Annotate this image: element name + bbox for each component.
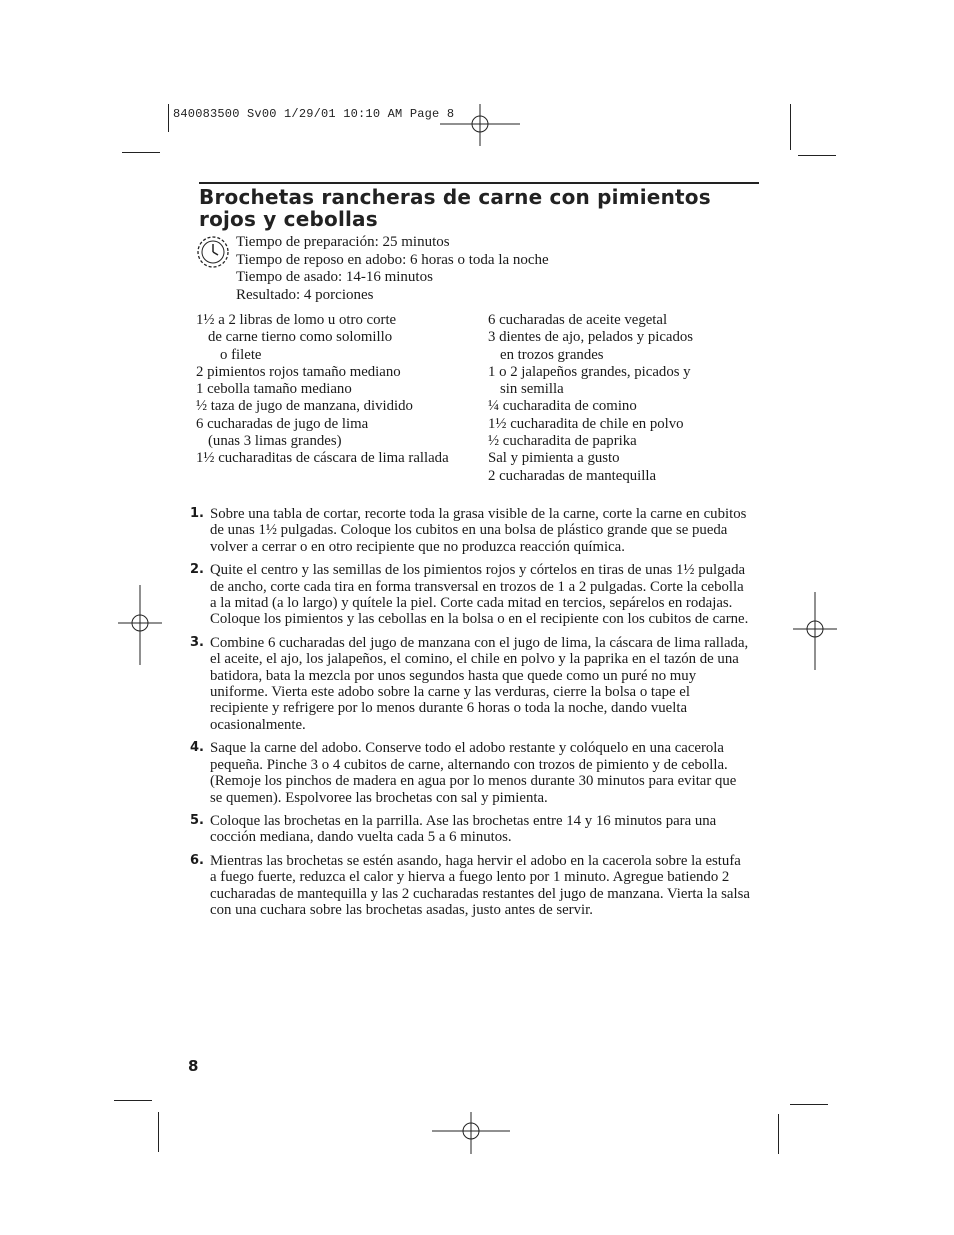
registration-mark-bottom	[432, 1112, 510, 1154]
instructions	[190, 506, 750, 925]
yield: Resultado: 4 porciones	[236, 286, 374, 303]
crop-mark	[168, 104, 169, 132]
grill-time: Tiempo de asado: 14-16 minutos	[236, 269, 433, 285]
step-number: 6.	[190, 852, 204, 868]
registration-mark-top	[440, 104, 520, 146]
crop-mark	[114, 1100, 152, 1101]
ingredient: 1 cebolla tamaño mediano	[196, 381, 352, 398]
timing-block	[236, 234, 549, 304]
ingredient: de carne tierno como solomillo	[208, 329, 393, 346]
recipe-title: Brochetas rancheras de carne con pimientos rojos y cebollas	[199, 185, 711, 231]
ingredient: en trozos grandes	[500, 346, 604, 363]
ingredient: 1½ a 2 libras de lomo u otro corte	[196, 312, 397, 328]
step-number: 3.	[190, 634, 204, 650]
step-text: Quite el centro y las semillas de los pimientos rojos y córtelos en tiras de unas 1½ pulgada de ancho, corte cada tira en forma transversal en trozos de 1 a 2 pulgadas. Corte la cebolla a la mitad (a lo largo) y quítele la piel. Corte cada mitad en tercios, sepárelos en rodajas. Coloque los pimientos y las cebollas en la bolsa o en el recipiente con los cubitos de carne.	[210, 562, 749, 628]
step-text: Mientras las brochetas se estén asando, haga hervir el adobo en la cacerola sobre la estufa a fuego fuerte, reduzca el calor y hierva a fuego lento por 1 minuto. Agregue batiendo 2 cucharadas de mantequilla y las 2 cucharadas restantes del jugo de manzana. Vierta la salsa con una cuchara sobre las brochetas asadas, justo antes de servir.	[210, 852, 750, 918]
ingredient: 3 dientes de ajo, pelados y picados	[488, 329, 694, 346]
marinate-time: Tiempo de reposo en adobo: 6 horas o toda la noche	[236, 251, 549, 268]
ingredient: ¼ cucharadita de comino	[488, 398, 637, 415]
registration-mark-left	[118, 585, 162, 665]
instruction-step	[190, 740, 750, 806]
instruction-step	[190, 635, 750, 733]
instruction-step	[190, 562, 750, 628]
ingredient: 2 cucharadas de mantequilla	[488, 467, 657, 484]
step-number: 1.	[190, 506, 204, 521]
ingredient: (unas 3 limas grandes)	[208, 433, 342, 450]
step-number: 5.	[190, 812, 204, 828]
page-number: 8	[188, 1057, 199, 1075]
clock-icon	[195, 234, 231, 270]
ingredient: ½ cucharadita de paprika	[488, 433, 637, 450]
ingredient: sin semilla	[500, 381, 564, 398]
crop-mark	[790, 1104, 828, 1105]
step-text: Coloque las brochetas en la parrilla. Ase las brochetas entre 14 y 16 minutos para una cocción mediana, dando vuelta cada 5 a 6 minutos.	[210, 812, 717, 846]
crop-mark	[778, 1114, 779, 1154]
instruction-step	[190, 853, 750, 919]
instruction-step	[190, 813, 750, 846]
ingredient: 6 cucharadas de jugo de lima	[196, 415, 369, 432]
instruction-step	[190, 506, 750, 555]
ingredient: 6 cucharadas de aceite vegetal	[488, 312, 668, 328]
step-number: 2.	[190, 562, 204, 578]
step-text: Sobre una tabla de cortar, recorte toda la grasa visible de la carne, corte la carne en cubitos de unas 1½ pulgadas. Coloque los cubitos en una bolsa de plástico grande que se pueda volver a cerrar o en otro recipiente que no produzca reacción química.	[210, 506, 747, 555]
ingredient: ½ taza de jugo de manzana, dividido	[196, 398, 413, 415]
title-rule	[199, 182, 759, 184]
registration-mark-right	[793, 592, 837, 670]
crop-mark	[798, 155, 836, 156]
ingredients-left	[196, 312, 449, 468]
step-text: Combine 6 cucharadas del jugo de manzana con el jugo de lima, la cáscara de lima rallada, el aceite, el ajo, los jalapeños, el comino, el chile en polvo y la paprika en el tazón de una batidora, bata la mezcla por unos segundos hasta que quede como un puré no muy uniforme. Vierta este adobo sobre la carne y las verduras, cierre la bolsa o tape el recipiente y refrigere por lo menos durante 6 horas o toda la noche, dando vuelta ocasionalmente.	[210, 634, 749, 733]
crop-mark	[790, 104, 791, 150]
ingredient: 1½ cucharaditas de cáscara de lima rallada	[196, 450, 449, 467]
ingredient: 1½ cucharadita de chile en polvo	[488, 415, 684, 432]
crop-mark	[158, 1112, 159, 1152]
crop-mark	[122, 152, 160, 153]
prep-time: Tiempo de preparación: 25 minutos	[236, 234, 450, 250]
ingredient: Sal y pimienta a gusto	[488, 450, 620, 467]
step-number: 4.	[190, 740, 204, 756]
ingredients-right	[488, 312, 693, 485]
printer-slug-line: 840083500 Sv00 1/29/01 10:10 AM Page 8	[173, 107, 455, 121]
step-text: Saque la carne del adobo. Conserve todo el adobo restante y colóquelo en una cacerola pequeña. Pinche 3 o 4 cubitos de carne, alternando con trozos de pimiento y de cebolla. (Remoje los pinchos de madera en agua por lo menos durante 30 minutos para evitar que se quemen). Espolvoree las brochetas con sal y pimienta.	[210, 740, 737, 806]
ingredient: o filete	[220, 346, 262, 363]
ingredient: 2 pimientos rojos tamaño mediano	[196, 363, 401, 380]
ingredient: 1 o 2 jalapeños grandes, picados y	[488, 363, 691, 380]
